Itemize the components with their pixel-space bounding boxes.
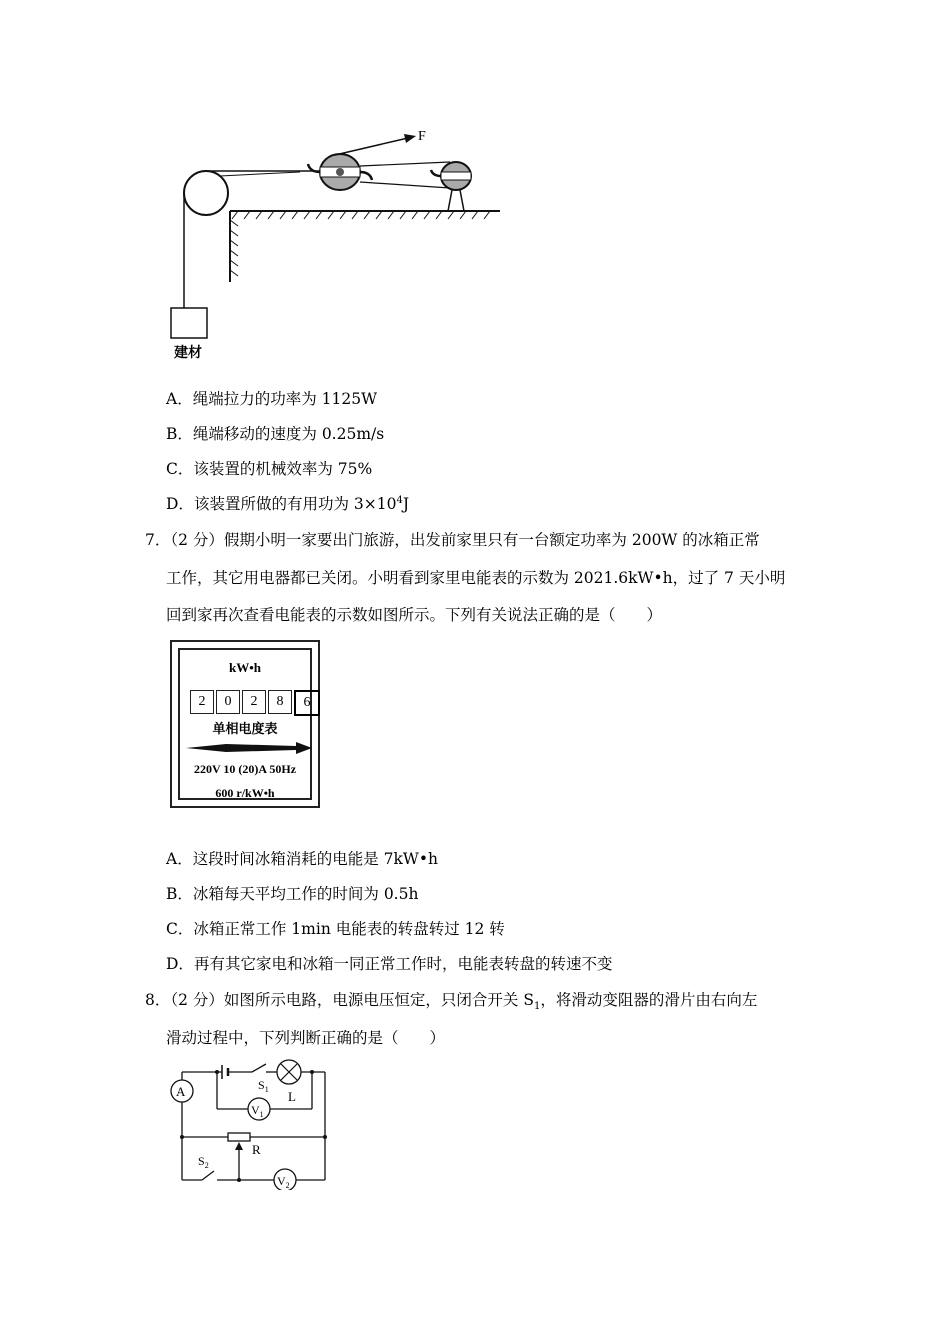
fixed-pulley <box>184 171 228 215</box>
svg-text:S2 <box>198 1154 209 1170</box>
q6-option-a: A．绳端拉力的功率为 1125W <box>166 390 378 408</box>
q6-option-d: D．该装置所做的有用功为 $3\times 10^4J$ <box>166 494 410 513</box>
q7-option-b: B．冰箱每天平均工作的时间为 0.5h <box>166 885 419 903</box>
q7-stem-line3: 回到家再次查看电能表的示数如图所示。下列有关说法正确的是（ ） <box>166 606 663 624</box>
q7-stem-line1: 7．（2 分）假期小明一家要出门旅游，出发前家里只有一台额定功率为 200W 的冰箱正常 <box>145 531 760 549</box>
v2-label: V <box>277 1174 286 1188</box>
material-label: 建材 <box>174 345 202 361</box>
r-label: R <box>252 1142 261 1157</box>
meter-unit: kW•h <box>228 660 261 675</box>
q7-option-c: C．冰箱正常工作 1min 电能表的转盘转过 12 转 <box>166 920 505 938</box>
material-block <box>171 308 207 338</box>
q7-option-a: A．这段时间冰箱消耗的电能是 7kW•h <box>166 850 438 868</box>
q8-stem-line2: 滑动过程中，下列判断正确的是（ ） <box>166 1029 446 1047</box>
q6-option-c: C．该装置的机械效率为 75% <box>166 460 373 478</box>
meter-arrow <box>186 742 312 754</box>
lamp-label: L <box>288 1089 296 1104</box>
v1-label: V <box>251 1103 260 1117</box>
circuit-diagram <box>162 1055 342 1190</box>
meter-spec: 220V 10 (20)A 50Hz <box>193 762 297 776</box>
meter-name: 单相电度表 <box>212 722 278 737</box>
q7-option-d: D．再有其它家电和冰箱一同正常工作时，电能表转盘的转速不变 <box>166 955 613 973</box>
s1-label: S <box>258 1078 265 1092</box>
force-label: F <box>418 129 426 144</box>
s2-label: S <box>198 1154 205 1168</box>
ammeter-label: A <box>176 1084 186 1099</box>
v2-sub: 2 <box>285 1181 290 1190</box>
meter-digit: 2 <box>190 690 214 714</box>
s1-sub: 1 <box>264 1085 269 1094</box>
meter-rev: 600 r/kW•h <box>215 786 275 800</box>
q7-stem-line2: 工作，其它用电器都已关闭。小明看到家里电能表的示数为 2021.6kW•h，过了 7 天小明 <box>166 569 786 587</box>
meter-digit: 2 <box>242 690 266 714</box>
energy-meter <box>170 640 320 808</box>
meter-digit-decimal: 6 <box>294 690 320 716</box>
q6-option-b: B．绳端移动的速度为 0.25m/s <box>166 425 385 443</box>
meter-digit: 8 <box>268 690 292 714</box>
q8-stem-line1: 8．（2 分）如图所示电路，电源电压恒定，只闭合开关 $S_1$，将滑动变阻器的滑片由右向左 <box>145 991 758 1013</box>
s2-sub: 2 <box>204 1161 209 1170</box>
pulley-figure <box>160 120 510 370</box>
meter-digits <box>190 690 322 716</box>
meter-digit: 0 <box>216 690 240 714</box>
v1-sub: 1 <box>259 1110 264 1119</box>
svg-text:S1 <box>258 1078 269 1094</box>
